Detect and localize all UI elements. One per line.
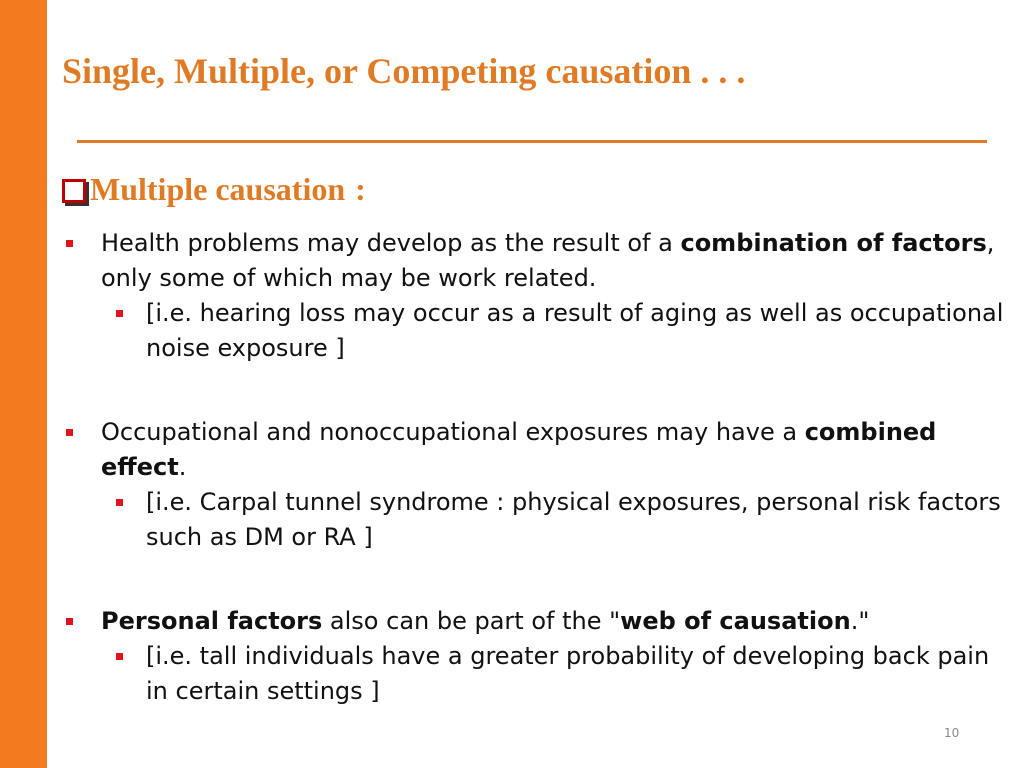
bullet-item (62, 415, 1017, 485)
sub-bullet-item (62, 485, 1017, 555)
bullet-text: ." (850, 607, 870, 635)
square-bullet-icon (66, 429, 73, 436)
slide-body (62, 226, 1017, 709)
square-bullet-icon (116, 499, 123, 506)
bullet-bold-text: Personal factors (101, 607, 323, 635)
sub-bullet-item (62, 639, 1017, 709)
square-bullet-icon (116, 653, 123, 660)
bullet-text: also can be part of the " (322, 607, 621, 635)
bullet-bold-text: web of causation (620, 607, 851, 635)
bullet-text: Health problems may develop as the result of a (101, 229, 681, 257)
bullet-text: Occupational and nonoccupational exposures may have a (101, 418, 805, 446)
bullet-item (62, 604, 1017, 639)
bullet-text: , only some of which may be work related. (101, 229, 995, 292)
square-bullet-icon (116, 310, 123, 317)
bullet-text: . (178, 453, 187, 481)
bullet-bold-text: combination of factors (680, 229, 987, 257)
left-accent-bar (0, 0, 47, 768)
square-bullet-icon (66, 618, 73, 625)
page-number: 10 (944, 726, 960, 740)
slide-title: Single, Multiple, or Competing causation . . . (62, 51, 746, 91)
bullet-item (62, 226, 1017, 296)
section-heading (62, 171, 366, 208)
bullet-bold-text: combined effect (101, 418, 937, 481)
sub-bullet-text: [i.e. Carpal tunnel syndrome : physical exposures, personal risk factors such as DM or RA ] (146, 488, 1001, 551)
title-underline (77, 140, 987, 143)
section-heading-text: Multiple causation (90, 171, 346, 207)
sub-bullet-text: [i.e. hearing loss may occur as a result of aging as well as occupational noise exposure ] (146, 299, 1004, 362)
sub-bullet-text: [i.e. tall individuals have a greater probability of developing back pain in certain settings ] (146, 642, 990, 705)
checkbox-bullet-icon (62, 179, 86, 203)
square-bullet-icon (66, 240, 73, 247)
section-heading-colon: : (355, 171, 366, 207)
sub-bullet-item (62, 296, 1017, 366)
